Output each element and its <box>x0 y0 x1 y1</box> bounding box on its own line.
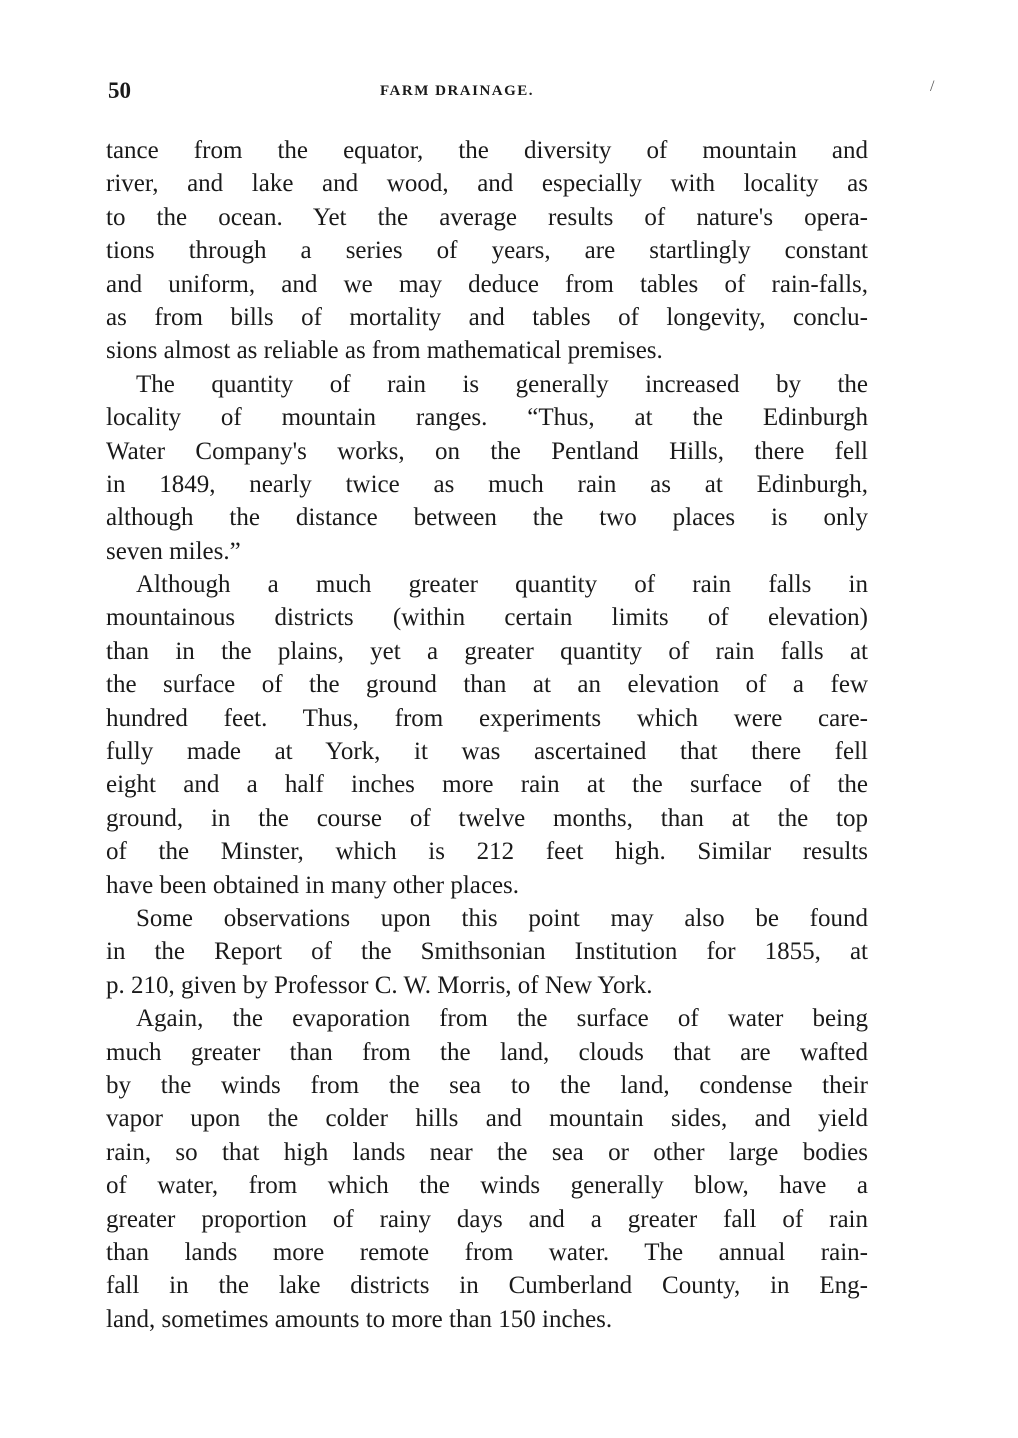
text-line: than in the plains, yet a greater quantity of rain falls at <box>106 637 868 665</box>
text-line: the surface of the ground than at an elevation of a few <box>106 671 868 699</box>
text-line: p. 210, given by Professor C. W. Morris, of New York. <box>106 971 653 999</box>
text-line: of the Minster, which is 212 feet high. Similar results <box>106 838 868 866</box>
page-header <box>108 78 868 108</box>
text-line: although the distance between the two places is only <box>106 504 868 532</box>
text-line: hundred feet. Thus, from experiments which were care- <box>106 704 868 732</box>
text-line: land, sometimes amounts to more than 150 inches. <box>106 1305 613 1333</box>
text-line: in the Report of the Smithsonian Institution for 1855, at <box>106 938 868 966</box>
text-line: fall in the lake districts in Cumberland County, in Eng- <box>106 1272 868 1300</box>
body-text <box>106 134 868 1336</box>
text-line: of water, from which the winds generally blow, have a <box>106 1172 868 1200</box>
text-line: tance from the equator, the diversity of mountain and <box>106 137 868 164</box>
text-line: by the winds from the sea to the land, condense their <box>106 1071 868 1099</box>
text-line: mountainous districts (within certain limits of elevation) <box>106 604 868 632</box>
text-line: greater proportion of rainy days and a greater fall of rain <box>106 1205 868 1233</box>
text-line: sions almost as reliable as from mathematical premises. <box>106 337 663 365</box>
text-line: and uniform, and we may deduce from tables of rain-falls, <box>106 270 868 298</box>
text-line: ground, in the course of twelve months, than at the top <box>106 804 868 832</box>
paragraph <box>106 134 868 368</box>
text-line: Some observations upon this point may also be found <box>136 904 868 932</box>
text-line: eight and a half inches more rain at the surface of the <box>106 771 868 799</box>
text-line: fully made at York, it was ascertained that there fell <box>106 738 868 766</box>
text-line: have been obtained in many other places. <box>106 871 520 899</box>
text-line: to the ocean. Yet the average results of nature's opera- <box>106 203 868 231</box>
text-line: much greater than from the land, clouds that are wafted <box>106 1038 868 1066</box>
running-title: FARM DRAINAGE. <box>380 83 535 99</box>
text-line: in 1849, nearly twice as much rain as at Edinburgh, <box>106 470 868 498</box>
paragraph <box>106 368 868 568</box>
text-line: Again, the evaporation from the surface of water being <box>136 1005 868 1033</box>
text-line: The quantity of rain is generally increased by the <box>136 370 868 398</box>
text-line: tions through a series of years, are startlingly constant <box>106 237 868 265</box>
paragraph <box>106 902 868 1002</box>
text-line: rain, so that high lands near the sea or other large bodies <box>106 1138 868 1166</box>
paragraph <box>106 1002 868 1336</box>
text-line: than lands more remote from water. The annual rain- <box>106 1238 868 1266</box>
text-line: vapor upon the colder hills and mountain sides, and yield <box>106 1105 868 1133</box>
text-line: Water Company's works, on the Pentland Hills, there fell <box>106 437 868 465</box>
text-line: locality of mountain ranges. “Thus, at the Edinburgh <box>106 404 868 432</box>
page-number: 50 <box>108 78 131 103</box>
stray-mark: / <box>930 78 935 95</box>
text-line: river, and lake and wood, and especially with locality as <box>106 170 868 198</box>
text-line: as from bills of mortality and tables of longevity, conclu- <box>106 303 868 331</box>
text-line: seven miles.” <box>106 537 241 565</box>
text-line: Although a much greater quantity of rain falls in <box>136 571 868 599</box>
paragraph <box>106 568 868 902</box>
